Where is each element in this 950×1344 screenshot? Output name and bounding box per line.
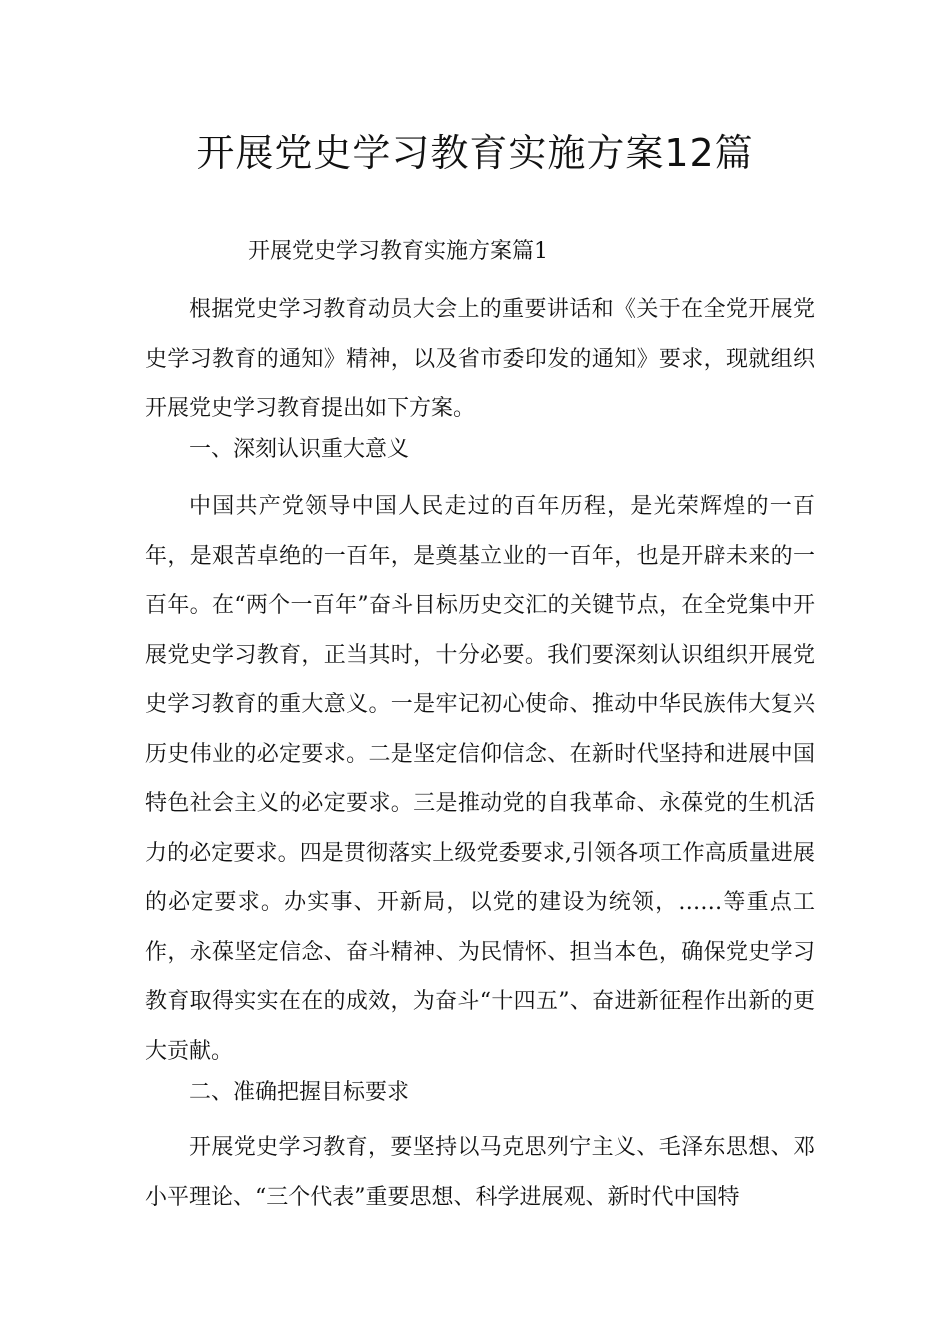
section-2-paragraph: 开展党史学习教育，要坚持以马克思列宁主义、毛泽东思想、邓小平理论、“三个代表”重要思想、科学进展观、新时代中国特 [145, 1135, 815, 1210]
intro-paragraph: 根据党史学习教育动员大会上的重要讲话和《关于在全党开展党史学习教育的通知》精神，以及省市委印发的通知》要求，现就组织开展党史学习教育提出如下方案。 [145, 297, 815, 421]
section-1-paragraph: 中国共产党领导中国人民走过的百年历程，是光荣辉煌的一百年，是艰苦卓绝的一百年，是奠基立业的一百年，也是开辟未来的一百年。在“两个一百年”奋斗目标历史交汇的关键节点，在全党集中开展党史学习教育，正当其时，十分必要。我们要深刻认识组织开展党史学习教育的重大意义。一是牢记初心使命、推动中华民族伟大复兴历史伟业的必定要求。二是坚定信仰信念、在新时代坚持和进展中国特色社会主义的必定要求。三是推动党的自我革命、永葆党的生机活力的必定要求。四是贯彻落实上级党委要求,引领各项工作高质量进展的必定要求。办实事、开新局，以党的建设为统领，……等重点工作，永葆坚定信念、奋斗精神、为民情怀、担当本色，确保党史学习教育取得实实在在的成效，为奋斗“十四五”、奋进新征程作出新的更大贡献。 [145, 494, 815, 1064]
section-heading-1: 一、深刻认识重大意义 [189, 437, 410, 462]
section-heading-2: 二、准确把握目标要求 [189, 1080, 410, 1105]
document-subtitle: 开展党史学习教育实施方案篇1 [248, 239, 548, 264]
document-title: 开展党史学习教育实施方案12篇 [196, 131, 754, 175]
